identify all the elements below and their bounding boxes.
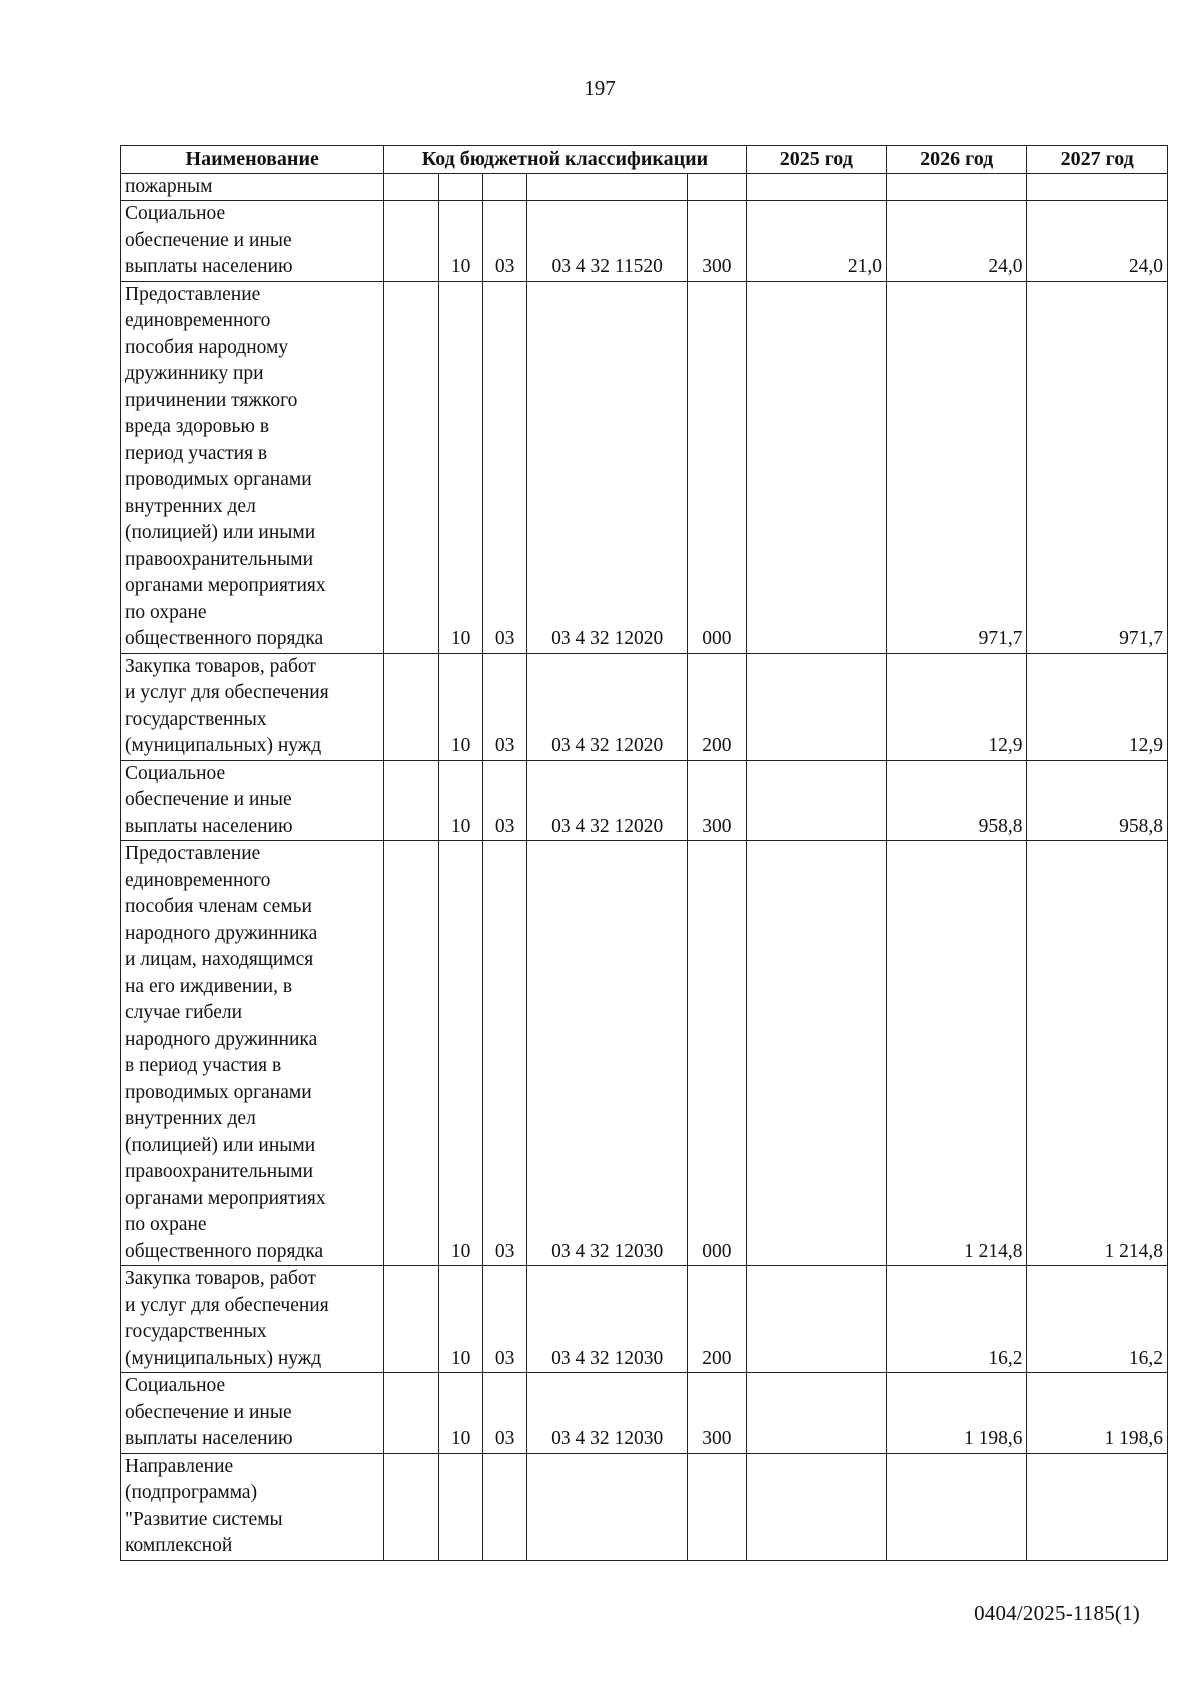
code-subsection-cell: 03 <box>483 841 527 1266</box>
code-section-cell: 10 <box>439 1373 483 1454</box>
table-row <box>121 1266 1168 1373</box>
code-expense-type-cell <box>688 173 746 201</box>
code-cell-a <box>384 1373 439 1454</box>
code-expense-type-cell: 300 <box>688 201 746 282</box>
row-name-cell: Социальное обеспечение и иные выплаты населению <box>121 760 384 841</box>
code-subsection-cell: 03 <box>483 1373 527 1454</box>
table-row <box>121 201 1168 282</box>
code-cell-a <box>384 173 439 201</box>
table-row <box>121 1373 1168 1454</box>
code-target-cell: 03 4 32 11520 <box>527 201 688 282</box>
header-code: Код бюджетной классификации <box>384 146 746 174</box>
value-2026-cell <box>887 173 1027 201</box>
code-subsection-cell: 03 <box>483 1266 527 1373</box>
document-code: 0404/2025-1185(1) <box>974 1601 1140 1625</box>
code-cell-a <box>384 1266 439 1373</box>
row-name-cell: Закупка товаров, работ и услуг для обеспечения государственных (муниципальных) нужд <box>121 653 384 760</box>
code-section-cell: 10 <box>439 653 483 760</box>
code-expense-type-cell: 000 <box>688 281 746 653</box>
code-section-cell <box>439 173 483 201</box>
value-2027-cell: 16,2 <box>1027 1266 1168 1373</box>
row-name-cell: Социальное обеспечение и иные выплаты населению <box>121 201 384 282</box>
code-subsection-cell: 03 <box>483 760 527 841</box>
value-2025-cell <box>746 1453 886 1560</box>
code-expense-type-cell <box>688 1453 746 1560</box>
page-number: 197 <box>584 76 616 100</box>
table-row <box>121 841 1168 1266</box>
header-2026: 2026 год <box>887 146 1027 174</box>
code-cell-a <box>384 201 439 282</box>
row-name-cell: Предоставление единовременного пособия народному дружиннику при причинении тяжкого вреда здоровью в период участия в проводимых органами внутренних дел (полицией) или иными правоохранительными органами мероприятиях по охране общественного порядка <box>121 281 384 653</box>
code-subsection-cell: 03 <box>483 201 527 282</box>
value-2026-cell: 24,0 <box>887 201 1027 282</box>
table-row <box>121 1453 1168 1560</box>
code-section-cell: 10 <box>439 760 483 841</box>
code-section-cell: 10 <box>439 1266 483 1373</box>
code-expense-type-cell: 200 <box>688 653 746 760</box>
table-row <box>121 281 1168 653</box>
code-subsection-cell: 03 <box>483 653 527 760</box>
value-2025-cell <box>746 1373 886 1454</box>
value-2027-cell <box>1027 1453 1168 1560</box>
code-section-cell <box>439 1453 483 1560</box>
value-2027-cell: 971,7 <box>1027 281 1168 653</box>
code-cell-a <box>384 281 439 653</box>
value-2025-cell <box>746 173 886 201</box>
value-2026-cell: 958,8 <box>887 760 1027 841</box>
code-section-cell: 10 <box>439 281 483 653</box>
code-target-cell: 03 4 32 12020 <box>527 281 688 653</box>
budget-table <box>120 145 1168 1561</box>
value-2025-cell: 21,0 <box>746 201 886 282</box>
code-target-cell: 03 4 32 12020 <box>527 653 688 760</box>
value-2027-cell: 958,8 <box>1027 760 1168 841</box>
code-cell-a <box>384 841 439 1266</box>
value-2025-cell <box>746 653 886 760</box>
table-row <box>121 653 1168 760</box>
code-subsection-cell <box>483 173 527 201</box>
row-name-cell: Предоставление единовременного пособия членам семьи народного дружинника и лицам, находящимся на его иждивении, в случае гибели народного дружинника в период участия в проводимых органами внутренних дел (полицией) или иными правоохранительными органами мероприятиях по охране общественного порядка <box>121 841 384 1266</box>
row-name-cell: Закупка товаров, работ и услуг для обеспечения государственных (муниципальных) нужд <box>121 1266 384 1373</box>
value-2026-cell: 1 214,8 <box>887 841 1027 1266</box>
value-2026-cell: 12,9 <box>887 653 1027 760</box>
value-2027-cell <box>1027 173 1168 201</box>
value-2026-cell: 16,2 <box>887 1266 1027 1373</box>
code-subsection-cell: 03 <box>483 281 527 653</box>
value-2025-cell <box>746 1266 886 1373</box>
value-2027-cell: 1 214,8 <box>1027 841 1168 1266</box>
header-2025: 2025 год <box>746 146 886 174</box>
value-2027-cell: 12,9 <box>1027 653 1168 760</box>
value-2025-cell <box>746 841 886 1266</box>
value-2026-cell: 1 198,6 <box>887 1373 1027 1454</box>
table-row <box>121 173 1168 201</box>
code-section-cell: 10 <box>439 841 483 1266</box>
code-expense-type-cell: 000 <box>688 841 746 1266</box>
value-2027-cell: 1 198,6 <box>1027 1373 1168 1454</box>
row-name-cell: пожарным <box>121 173 384 201</box>
code-target-cell: 03 4 32 12020 <box>527 760 688 841</box>
code-target-cell <box>527 1453 688 1560</box>
code-cell-a <box>384 1453 439 1560</box>
table-row <box>121 760 1168 841</box>
header-2027: 2027 год <box>1027 146 1168 174</box>
code-cell-a <box>384 653 439 760</box>
row-name-cell: Социальное обеспечение и иные выплаты населению <box>121 1373 384 1454</box>
code-target-cell <box>527 173 688 201</box>
code-target-cell: 03 4 32 12030 <box>527 841 688 1266</box>
code-section-cell: 10 <box>439 201 483 282</box>
value-2026-cell <box>887 1453 1027 1560</box>
value-2027-cell: 24,0 <box>1027 201 1168 282</box>
code-target-cell: 03 4 32 12030 <box>527 1373 688 1454</box>
code-expense-type-cell: 300 <box>688 760 746 841</box>
code-cell-a <box>384 760 439 841</box>
table-body <box>121 173 1168 1560</box>
value-2026-cell: 971,7 <box>887 281 1027 653</box>
code-subsection-cell <box>483 1453 527 1560</box>
header-name: Наименование <box>121 146 384 174</box>
code-expense-type-cell: 300 <box>688 1373 746 1454</box>
table-header-row <box>121 146 1168 174</box>
value-2025-cell <box>746 281 886 653</box>
row-name-cell: Направление (подпрограмма) "Развитие системы комплексной <box>121 1453 384 1560</box>
code-expense-type-cell: 200 <box>688 1266 746 1373</box>
code-target-cell: 03 4 32 12030 <box>527 1266 688 1373</box>
value-2025-cell <box>746 760 886 841</box>
